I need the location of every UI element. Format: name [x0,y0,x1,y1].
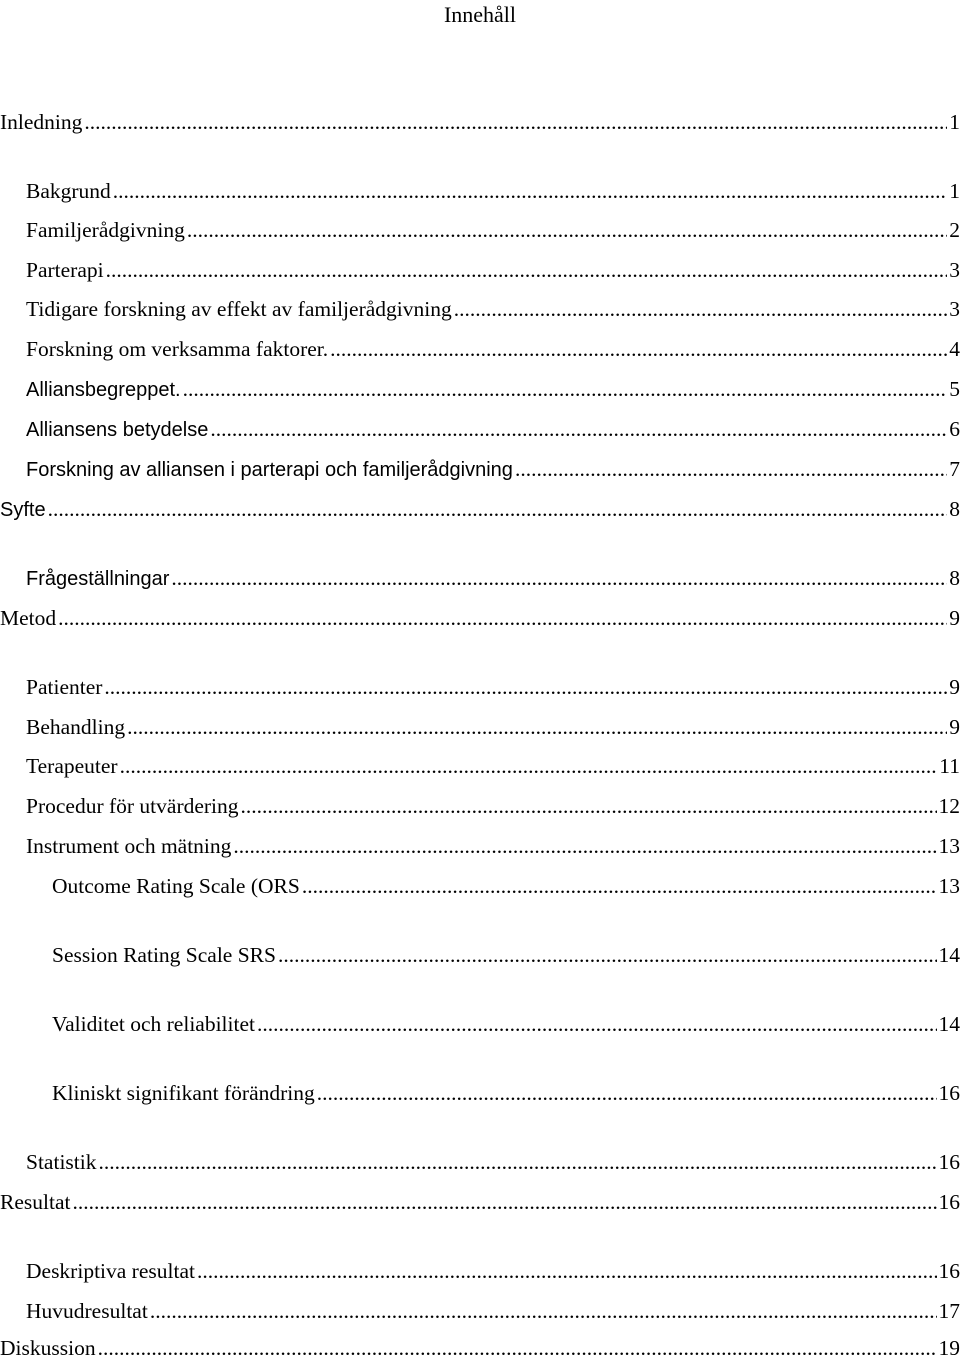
toc-page-number: 16 [938,1081,960,1105]
toc-entry-familjeradgivning[interactable] [26,215,960,245]
toc-dot-leader [197,1256,937,1286]
toc-entry-deskriptiva[interactable] [26,1256,960,1286]
toc-entry-resultat[interactable] [0,1187,960,1217]
toc-page-number: 13 [938,874,960,898]
toc-page-number: 9 [949,606,960,630]
toc-entry-validitet[interactable] [52,1009,960,1039]
toc-entry-label: Frågeställningar [26,568,170,590]
toc-entry-huvudresultat[interactable] [26,1296,960,1326]
toc-entry-label: Deskriptiva resultat [26,1259,195,1283]
toc-entry-kliniskt[interactable] [52,1078,960,1108]
toc-entry-label: Procedur för utvärdering [26,794,239,818]
toc-page-number: 4 [949,337,960,361]
toc-dot-leader [113,176,947,206]
toc-dot-leader [317,1078,937,1108]
toc-dot-leader [241,791,937,821]
toc-entry-label: Alliansbegreppet. [26,379,181,401]
toc-dot-leader [233,831,936,861]
toc-dot-leader [150,1296,937,1326]
toc-entry-label: Bakgrund [26,179,111,203]
toc-page-number: 6 [949,417,960,441]
toc-entry-patienter[interactable] [26,672,960,702]
toc-title: Innehåll [443,2,517,27]
toc-entry-inledning[interactable] [0,107,960,137]
toc-entry-label: Session Rating Scale SRS [52,943,276,967]
toc-dot-leader [454,294,948,324]
toc-dot-leader [210,414,947,444]
toc-entry-label: Huvudresultat [26,1299,148,1323]
toc-page-number: 14 [938,1012,960,1036]
toc-page-number: 9 [949,675,960,699]
toc-entry-parterapi[interactable] [26,255,960,285]
toc-entry-label: Familjerådgivning [26,218,185,242]
toc-dot-leader [515,454,947,484]
toc-page-number: 8 [949,566,960,590]
toc-dot-leader [84,107,947,137]
toc-entry-label: Metod [0,606,57,630]
toc-entry-verksamma-faktorer[interactable] [26,334,960,364]
toc-entry-bakgrund[interactable] [26,176,960,206]
toc-entry-label: Inledning [0,110,83,134]
toc-entry-forskning-alliansen[interactable] [26,454,960,484]
toc-entry-label: Parterapi [26,258,104,282]
toc-entry-instrument[interactable] [26,831,960,861]
toc-entry-label: Forskning av alliansen i parterapi och familjerådgivning [26,459,513,481]
toc-entry-ors[interactable] [52,871,960,901]
toc-entry-statistik[interactable] [26,1147,960,1177]
toc-dot-leader [171,563,947,593]
toc-page-number: 5 [949,377,960,401]
toc-page-number: 16 [938,1150,960,1174]
toc-dot-leader [72,1187,936,1217]
toc-entry-label: Tidigare forskning av effekt av familjerådgivning [26,297,452,321]
toc-entry-label: Resultat [0,1190,71,1214]
toc-dot-leader [302,871,937,901]
toc-entry-label: Kliniskt signifikant förändring [52,1081,315,1105]
toc-entry-label: Statistik [26,1150,97,1174]
toc-dot-leader [98,1147,936,1177]
toc-dot-leader [98,1333,937,1363]
toc-entry-label: Forskning om verksamma faktorer. [26,337,329,361]
toc-entry-procedur[interactable] [26,791,960,821]
toc-page-number: 3 [949,258,960,282]
toc-page-number: 1 [949,110,960,134]
toc-dot-leader [127,712,947,742]
toc-entry-label: Diskussion [0,1336,96,1360]
toc-dot-leader [257,1009,937,1039]
toc-page-number: 13 [938,834,960,858]
toc-page-number: 8 [949,497,960,521]
toc-entry-syfte[interactable] [0,494,960,524]
toc-entry-fragestallningar[interactable] [26,563,960,593]
toc-entry-alliansens-betydelse[interactable] [26,414,960,444]
toc-entry-label: Validitet och reliabilitet [52,1012,255,1036]
toc-entry-label: Patienter [26,675,103,699]
toc-page-number: 17 [938,1299,960,1323]
toc-entry-label: Terapeuter [26,754,118,778]
toc-dot-leader [58,603,947,633]
toc-page-number: 2 [949,218,960,242]
toc-entry-tidigare-forskning[interactable] [26,294,960,324]
toc-page-number: 3 [949,297,960,321]
toc-page-number: 16 [938,1190,960,1214]
toc-entry-label: Instrument och mätning [26,834,232,858]
toc-dot-leader [187,215,947,245]
toc-entry-label: Outcome Rating Scale (ORS [52,874,300,898]
toc-dot-leader [106,255,948,285]
toc-entry-label: Alliansens betydelse [26,419,209,441]
toc-page-number: 9 [949,715,960,739]
toc-dot-leader [183,374,948,404]
toc-page-number: 1 [949,179,960,203]
toc-entry-diskussion[interactable] [0,1333,960,1363]
toc-entry-alliansbegreppet[interactable] [26,374,960,404]
toc-dot-leader [120,751,938,781]
toc-page-number: 14 [938,943,960,967]
toc-dot-leader [278,940,937,970]
toc-entry-label: Behandling [26,715,126,739]
toc-page-number: 12 [938,794,960,818]
toc-page-number: 11 [939,754,960,778]
toc-page-number: 19 [938,1336,960,1360]
toc-page-number: 7 [949,457,960,481]
toc-entry-label: Syfte [0,499,46,521]
toc-entry-metod[interactable] [0,603,960,633]
toc-entry-terapeuter[interactable] [26,751,960,781]
toc-entry-behandling[interactable] [26,712,960,742]
toc-dot-leader [104,672,947,702]
toc-dot-leader [48,494,948,524]
toc-dot-leader [330,334,947,364]
toc-page-number: 16 [938,1259,960,1283]
toc-entry-srs[interactable] [52,940,960,970]
